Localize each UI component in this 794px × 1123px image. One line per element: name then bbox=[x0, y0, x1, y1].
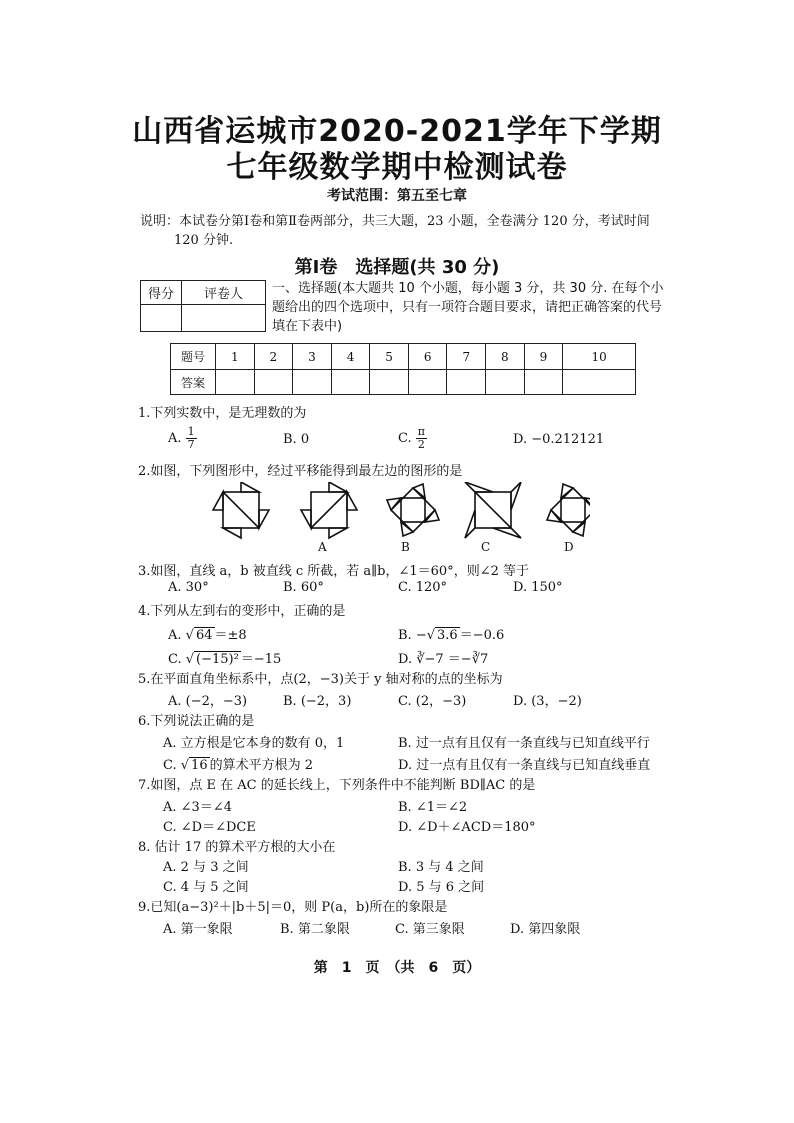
section1-title: 第Ⅰ卷 选择题(共 30 分) bbox=[294, 257, 500, 278]
q1-option-c: C. $\frac{\pi}{2}$ bbox=[398, 425, 425, 451]
pinwheel-option-b-figure bbox=[387, 484, 439, 536]
answer-table-row2-label: 答案 bbox=[171, 370, 216, 395]
q9-option-d: D. 第四象限 bbox=[510, 922, 581, 937]
exam-title-line1: 山西省运城市2020-2021学年下学期 bbox=[132, 114, 662, 149]
answer-table-number: 8 bbox=[486, 344, 525, 370]
q4-option-b: B. −√ 3.6 ＝−0.6 bbox=[398, 628, 505, 643]
score-cell bbox=[141, 305, 182, 332]
pinwheel-option-d-figure bbox=[547, 484, 590, 536]
exam-scope: 考试范围：第五至七章 bbox=[327, 188, 467, 204]
pinwheel-option-a-figure bbox=[301, 482, 357, 538]
q4-option-c: C. √ (−15)² ＝−15 bbox=[168, 652, 282, 667]
q2-label-b: B bbox=[401, 540, 410, 554]
q8-stem: 8. 估计 17 的算术平方根的大小在 bbox=[138, 840, 336, 855]
q9-option-b: B. 第二象限 bbox=[280, 922, 350, 937]
answer-table-number: 6 bbox=[408, 344, 447, 370]
q3-option-c: C. 120° bbox=[398, 580, 448, 595]
answer-table-number: 2 bbox=[254, 344, 293, 370]
q8-option-c: C. 4 与 5 之间 bbox=[163, 880, 249, 895]
exam-title-line2: 七年级数学期中检测试卷 bbox=[226, 150, 568, 185]
q6-option-c: C. √ 16 的算术平方根为 2 bbox=[163, 758, 313, 773]
answer-cell bbox=[370, 370, 409, 395]
answer-cell bbox=[293, 370, 332, 395]
answer-cell bbox=[331, 370, 370, 395]
q5-stem: 5.在平面直角坐标系中，点(2，−3)关于 y 轴对称的点的坐标为 bbox=[138, 672, 503, 687]
q4-option-d: D. ∛−7 ＝−∛7 bbox=[398, 652, 489, 667]
q3-stem: 3.如图，直线 a，b 被直线 c 所截，若 a∥b，∠1＝60°，则∠2 等于 bbox=[138, 564, 529, 579]
q8-option-a: A. 2 与 3 之间 bbox=[163, 860, 249, 875]
answer-cell bbox=[408, 370, 447, 395]
q3-option-b: B. 60° bbox=[283, 580, 324, 595]
q9-option-a: A. 第一象限 bbox=[163, 922, 233, 937]
exam-note-line2: 120 分钟. bbox=[174, 233, 234, 248]
answer-cell bbox=[216, 370, 255, 395]
q7-option-a: A. ∠3＝∠4 bbox=[163, 800, 232, 815]
pinwheel-reference-figure bbox=[213, 482, 269, 538]
answer-table-number: 9 bbox=[524, 344, 563, 370]
q6-option-d: D. 过一点有且仅有一条直线与已知直线垂直 bbox=[398, 758, 651, 773]
q3-option-d: D. 150° bbox=[513, 580, 563, 595]
q9-stem: 9.已知(a−3)²＋|b＋5|＝0，则 P(a，b)所在的象限是 bbox=[138, 900, 448, 915]
q5-option-a: A. (−2，−3) bbox=[168, 694, 248, 709]
q5-option-d: D. (3，−2) bbox=[513, 694, 582, 709]
section1-instruction: 一、选择题(本大题共 10 个小题，每小题 3 分，共 30 分. 在每个小题给出的四个选项中，只有一项符合题目要求，请把正确答案的代号填在下表中) bbox=[272, 281, 664, 334]
q7-option-c: C. ∠D＝∠DCE bbox=[163, 820, 256, 835]
exam-note-line1: 说明：本试卷分第Ⅰ卷和第Ⅱ卷两部分，共三大题，23 小题，全卷满分 120 分，考试时间 bbox=[140, 214, 650, 229]
q8-option-b: B. 3 与 4 之间 bbox=[398, 860, 484, 875]
q7-stem: 7.如图，点 E 在 AC 的延长线上，下列条件中不能判断 BD∥AC 的是 bbox=[138, 778, 536, 793]
grader-cell bbox=[182, 305, 266, 332]
answer-cell bbox=[447, 370, 486, 395]
q1-option-d: D. −0.212121 bbox=[513, 432, 605, 447]
answer-table-number: 3 bbox=[293, 344, 332, 370]
answer-table-row1-label: 题号 bbox=[171, 344, 216, 370]
answer-cell bbox=[563, 370, 636, 395]
q6-stem: 6.下列说法正确的是 bbox=[138, 714, 255, 729]
answer-table-number: 1 bbox=[216, 344, 255, 370]
answer-table-number: 7 bbox=[447, 344, 486, 370]
grader-label: 评卷人 bbox=[182, 281, 266, 305]
q5-option-c: C. (2，−3) bbox=[398, 694, 467, 709]
grade-box bbox=[140, 280, 266, 332]
q4-option-a: A. √ 64 ＝±8 bbox=[168, 628, 247, 643]
q7-option-b: B. ∠1＝∠2 bbox=[398, 800, 468, 815]
q6-option-a: A. 立方根是它本身的数有 0，1 bbox=[163, 736, 345, 751]
q1-option-a: A. $\frac{1}{7}$ bbox=[168, 425, 195, 451]
answer-cell bbox=[486, 370, 525, 395]
q4-stem: 4.下列从左到右的变形中，正确的是 bbox=[138, 604, 346, 619]
q1-stem: 1.下列实数中，是无理数的为 bbox=[138, 406, 307, 421]
q1-option-b: B. 0 bbox=[283, 432, 310, 447]
q8-option-d: D. 5 与 6 之间 bbox=[398, 880, 485, 895]
q2-label-c: C bbox=[481, 540, 491, 554]
answer-table-number: 5 bbox=[370, 344, 409, 370]
q3-option-a: A. 30° bbox=[168, 580, 209, 595]
pinwheel-option-c-figure bbox=[465, 482, 521, 538]
q9-option-c: C. 第三象限 bbox=[395, 922, 465, 937]
answer-table-number: 4 bbox=[331, 344, 370, 370]
answer-table bbox=[170, 343, 636, 395]
page-footer: 第 1 页 （共 6 页） bbox=[313, 960, 481, 976]
q2-label-a: A bbox=[318, 540, 327, 554]
q7-option-d: D. ∠D＋∠ACD＝180° bbox=[398, 820, 536, 835]
answer-cell bbox=[254, 370, 293, 395]
q6-option-b: B. 过一点有且仅有一条直线与已知直线平行 bbox=[398, 736, 650, 751]
q5-option-b: B. (−2，3) bbox=[283, 694, 352, 709]
q2-figures bbox=[205, 482, 590, 542]
q2-stem: 2.如图，下列图形中，经过平移能得到最左边的图形的是 bbox=[138, 464, 463, 479]
q2-label-d: D bbox=[564, 540, 574, 554]
answer-cell bbox=[524, 370, 563, 395]
answer-table-number: 10 bbox=[563, 344, 636, 370]
score-label: 得分 bbox=[141, 281, 182, 305]
